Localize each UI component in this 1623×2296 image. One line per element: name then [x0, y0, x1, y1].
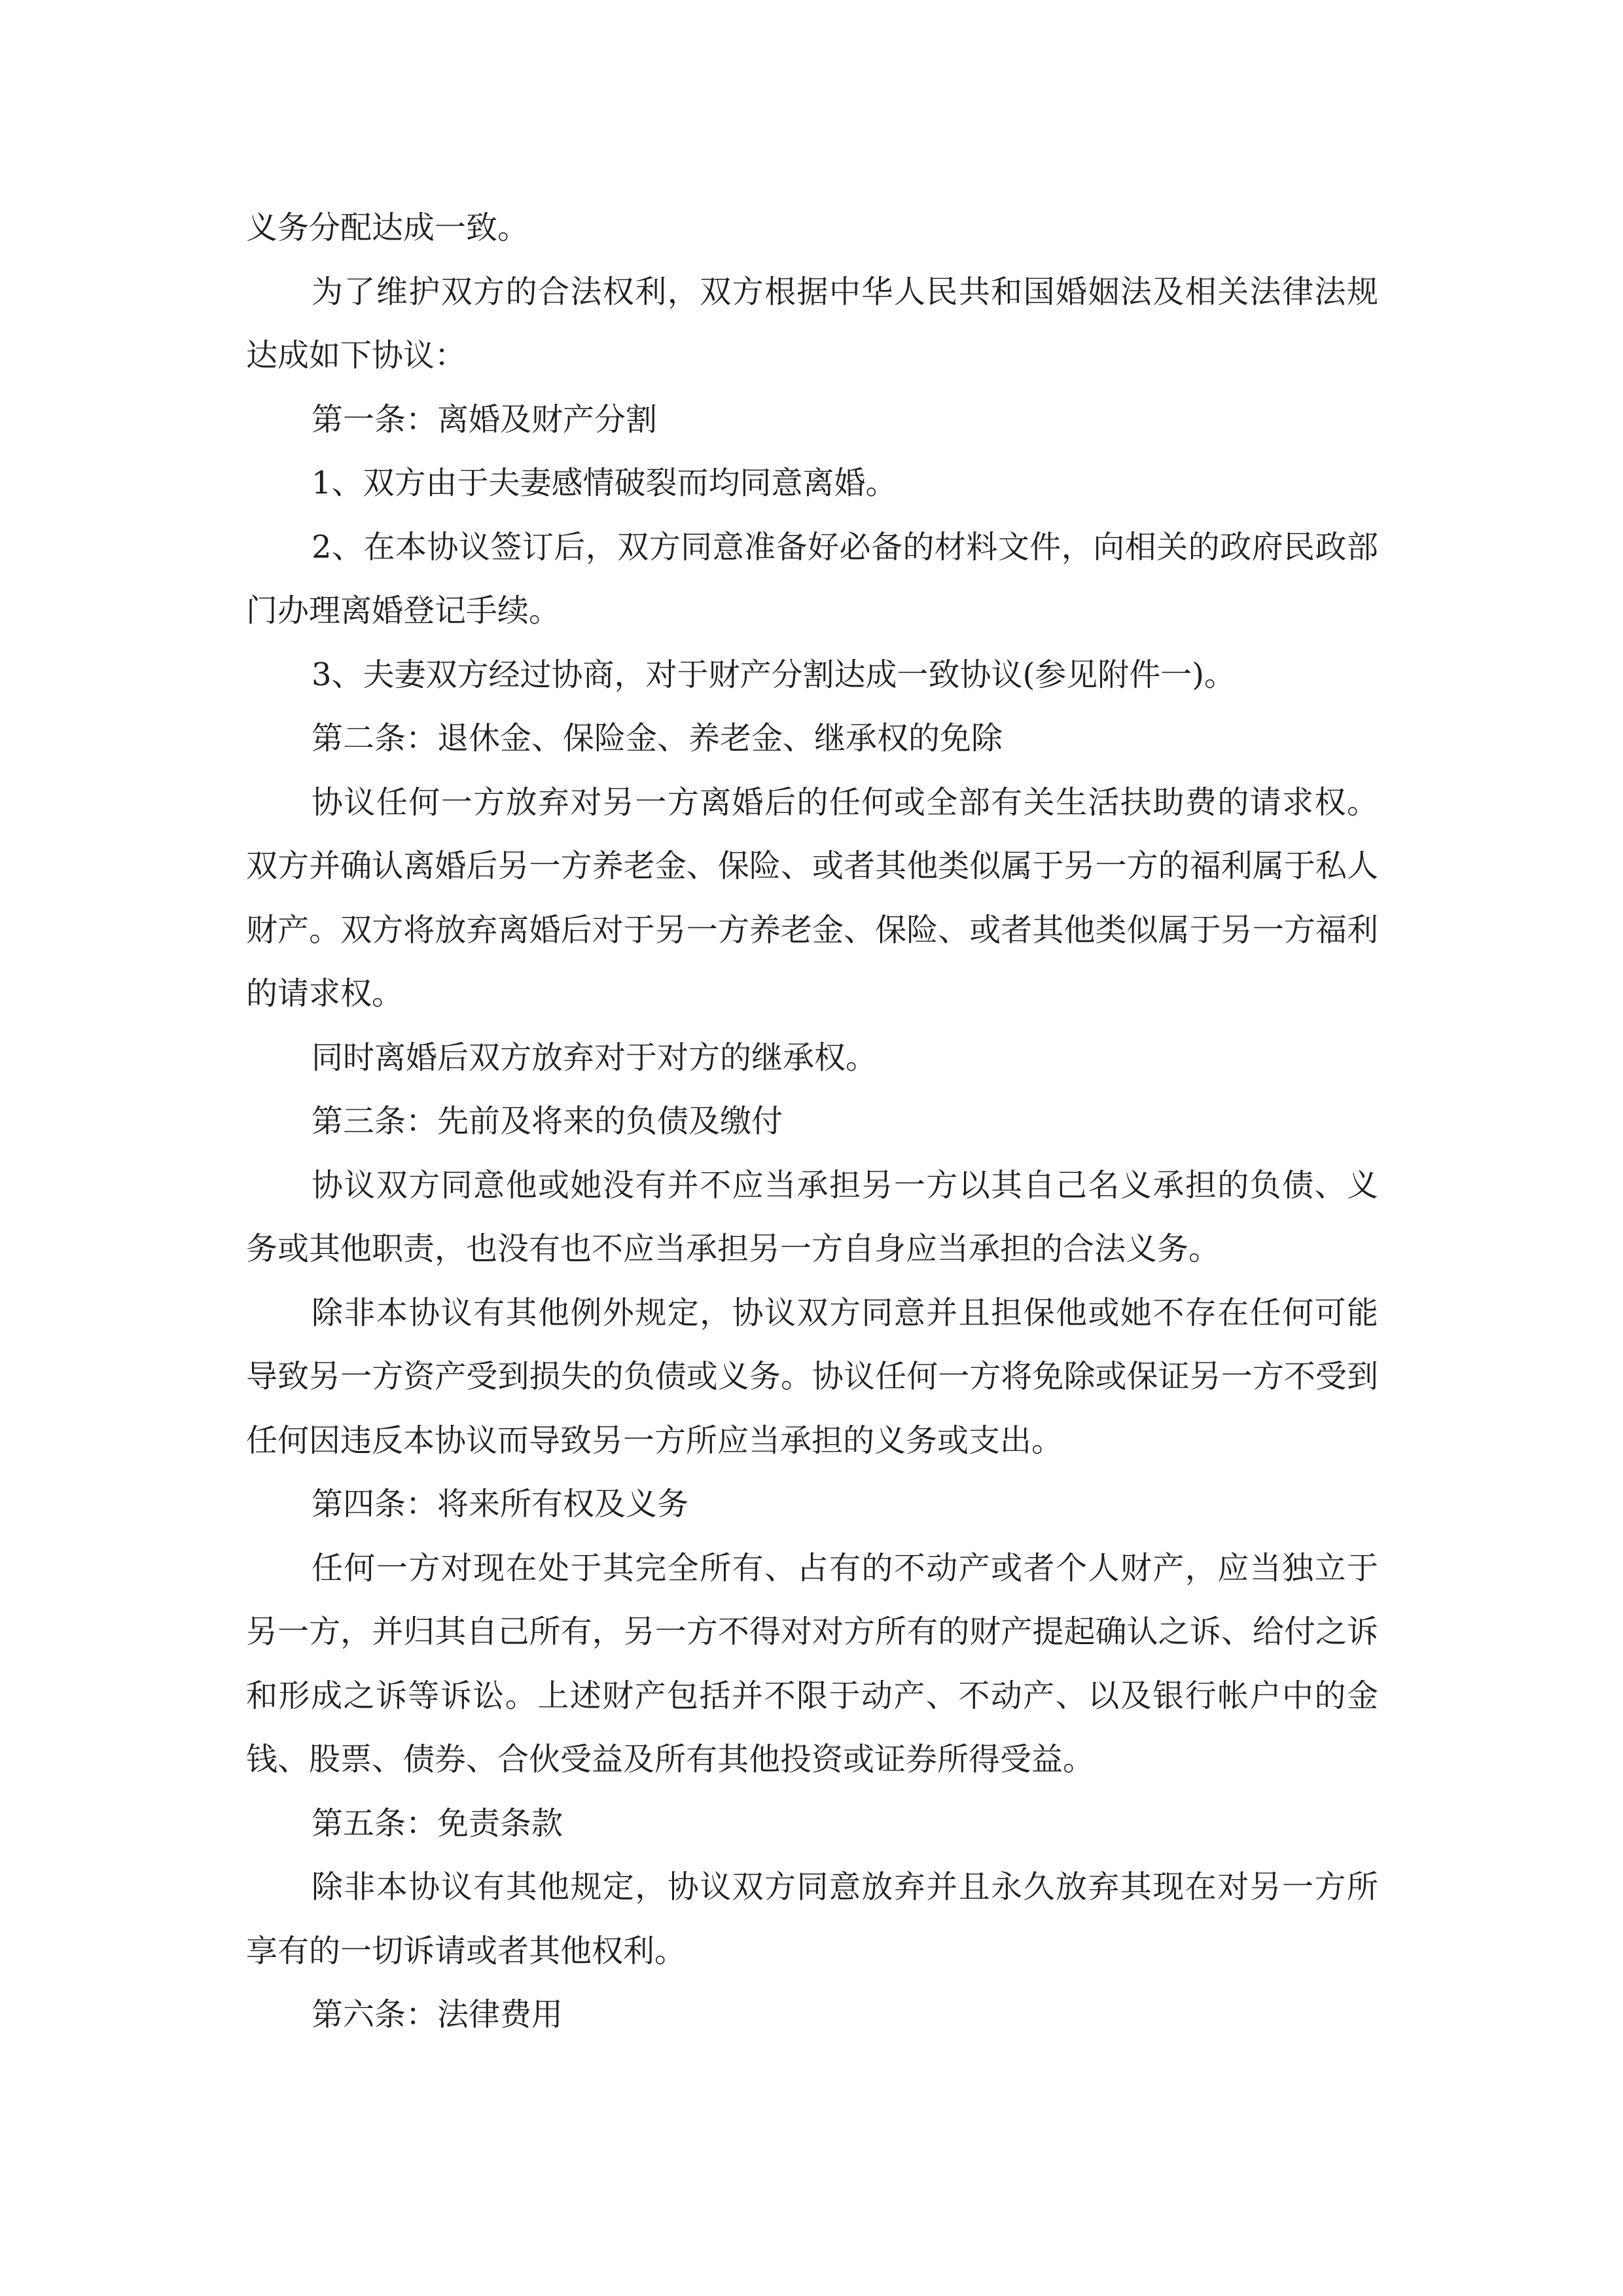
- article-2-body: 协议任何一方放弃对另一方离婚后的任何或全部有关生活扶助费的请求权。双方并确认离婚后另一方养老金、保险、或者其他类似属于另一方的福利属于私人财产。双方将放弃离婚后对于另一方养老金、保险、或者其他类似属于另一方福利的请求权。: [246, 783, 1378, 1012]
- article-4-body: 任何一方对现在处于其完全所有、占有的不动产或者个人财产，应当独立于另一方，并归其自己所有，另一方不得对对方所有的财产提起确认之诉、给付之诉和形成之诉等诉讼。上述财产包括并不限于动产、不动产、以及银行帐户中的金钱、股票、债券、合伙受益及所有其他投资或证券所得受益。: [246, 1549, 1378, 1778]
- article-2-heading: 第二条：退休金、保险金、养老金、继承权的免除: [312, 720, 1003, 757]
- article-2-inheritance: 同时离婚后双方放弃对于对方的继承权。: [312, 1039, 878, 1076]
- article-1-heading: 第一条：离婚及财产分割: [312, 401, 658, 438]
- article-5-heading: 第五条：免责条款: [312, 1804, 563, 1842]
- article-1-item-3: 3、夫妻双方经过协商，对于财产分割达成一致协议(参见附件一)。: [312, 656, 1236, 693]
- article-4-heading: 第四条：将来所有权及义务: [312, 1486, 689, 1522]
- article-1-item-2: 2、在本协议签订后，双方同意准备好必备的材料文件，向相关的政府民政部门办理离婚登记手续。: [246, 528, 1378, 629]
- article-3-heading: 第三条：先前及将来的负债及缴付: [312, 1103, 783, 1139]
- paragraph-preamble: 为了维护双方的合法权利，双方根据中华人民共和国婚姻法及相关法律法规达成如下协议：: [246, 273, 1378, 374]
- article-6-heading: 第六条：法律费用: [312, 1996, 563, 2033]
- paragraph-continuation: 义务分配达成一致。: [246, 209, 529, 246]
- article-3-body-1: 协议双方同意他或她没有并不应当承担另一方以其自己名义承担的负债、义务或其他职责，也没有也不应当承担另一方自身应当承担的合法义务。: [246, 1166, 1378, 1267]
- document-body: [246, 196, 1378, 2047]
- article-1-item-1: 1、双方由于夫妻感情破裂而均同意离婚。: [312, 465, 897, 501]
- article-5-body: 除非本协议有其他规定，协议双方同意放弃并且永久放弃其现在对另一方所享有的一切诉请或者其他权利。: [246, 1869, 1378, 1969]
- article-3-body-2: 除非本协议有其他例外规定，协议双方同意并且担保他或她不存在任何可能导致另一方资产受到损失的负债或义务。协议任何一方将免除或保证另一方不受到任何因违反本协议而导致另一方所应当承担的义务或支出。: [246, 1294, 1378, 1459]
